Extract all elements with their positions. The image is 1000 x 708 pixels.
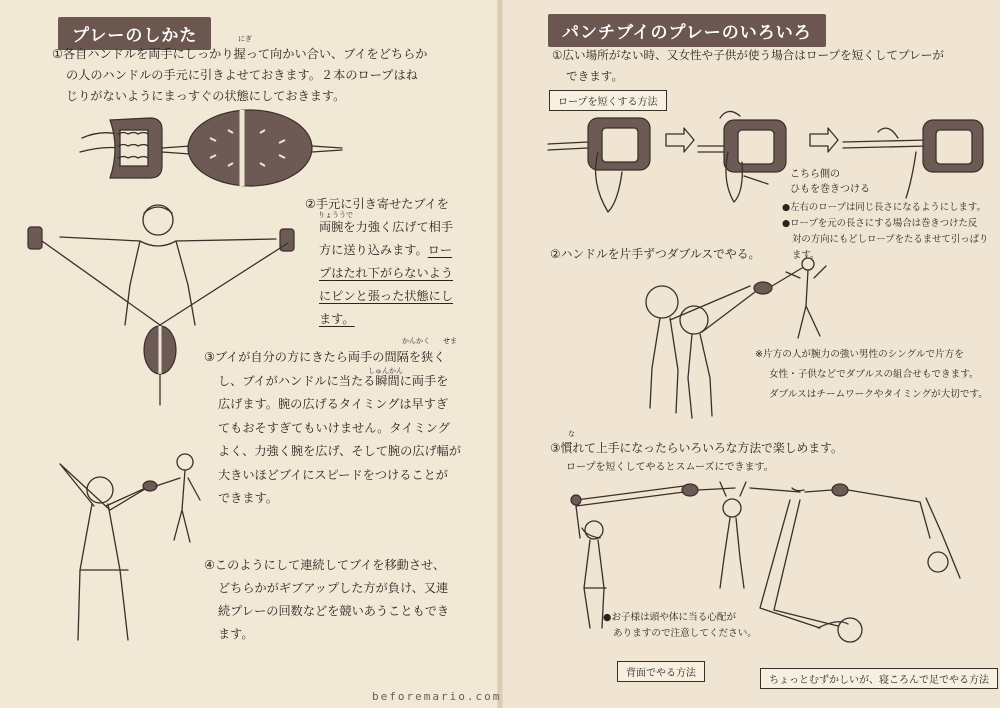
item3-ruby: な: [568, 430, 575, 438]
rope-callout: こちら側の ひもを巻きつける: [790, 169, 870, 195]
two-players-illustration: [50, 450, 220, 650]
ruby-interval: かんかく: [402, 337, 430, 345]
rope-notes: ●左右のロープは同じ長さになるようにします。 ●ロープを元の長さにする場合は巻きつけた反 対の方向にもどしロープをたるませて引っぱり ます。: [782, 202, 989, 261]
doubles-note: ※片方の人が腕力の強い男性のシングルで片方を 女性・子供などでダブルスの組合せもできます。 ダブルスはチームワークやタイミングが大切です。: [755, 349, 988, 400]
step3-text: ③ブイが自分の方にきたら両手の間隔を狭く し、ブイがハンドルに当たる瞬間に両手を 広げます。腕の広げるタイミングは早すぎ てもおそすぎてもいけません。タイミング よく、力強く腕を広げ、そして腕の広げ幅が 大きいほどブイにスピードをつけることが できます。: [204, 350, 462, 505]
page-gutter: [497, 0, 503, 708]
watermark: beforemario.com: [372, 690, 502, 703]
ruby-arms: りょううで: [318, 211, 353, 219]
right-title: パンチブイのプレーのいろいろ: [548, 14, 826, 47]
item2-text: ②ハンドルを片手ずつダブルスでやる。: [550, 247, 761, 261]
handle-buoy-illustration: [80, 108, 400, 198]
left-title: プレーのしかた: [58, 17, 211, 50]
child-note: ●お子様は頭や体に当る心配が ありますので注意してください。: [603, 612, 757, 639]
step2-text: ②手元に引き寄せたブイを 両腕を力強く広げて相手 方に送り込みます。ロー プはたれ下がらないよう にピンと張った状態にし ます。: [305, 197, 454, 326]
back-play-label: 背面でやる方法: [617, 661, 705, 682]
item1-text: ①広い場所がない時、又女性や子供が使う場合はロープを短くしてプレーが できます。: [552, 48, 944, 83]
step4-text: ④このようにして連続してブイを移動させ、 どちらかがギブアップした方が負け、又連 続プレーの回数などを競いあうこともでき ます。: [204, 558, 450, 641]
shorten-rope-label: ロープを短くする方法: [549, 90, 667, 111]
ruby-narrow: せま: [443, 337, 457, 345]
step1-text: ①各自ハンドルを両手にしっかり握って向かい合い、ブイをどちらか の人のハンドルの手元に引きよせておきます。２本のロープはね じりがないようにまっすぐの状態にしておきます。: [52, 47, 428, 103]
item3-subtext: ロープを短くしてやるとスムーズにできます。: [566, 462, 774, 473]
item3-text: ③慣れて上手になったらいろいろな方法で楽しめます。: [550, 441, 843, 455]
lying-play-label: ちょっとむずかしいが、寝ころんで足でやる方法: [760, 668, 998, 689]
ruby-moment: しゅんかん: [368, 367, 403, 375]
ruby-grip: にぎ: [238, 35, 252, 43]
